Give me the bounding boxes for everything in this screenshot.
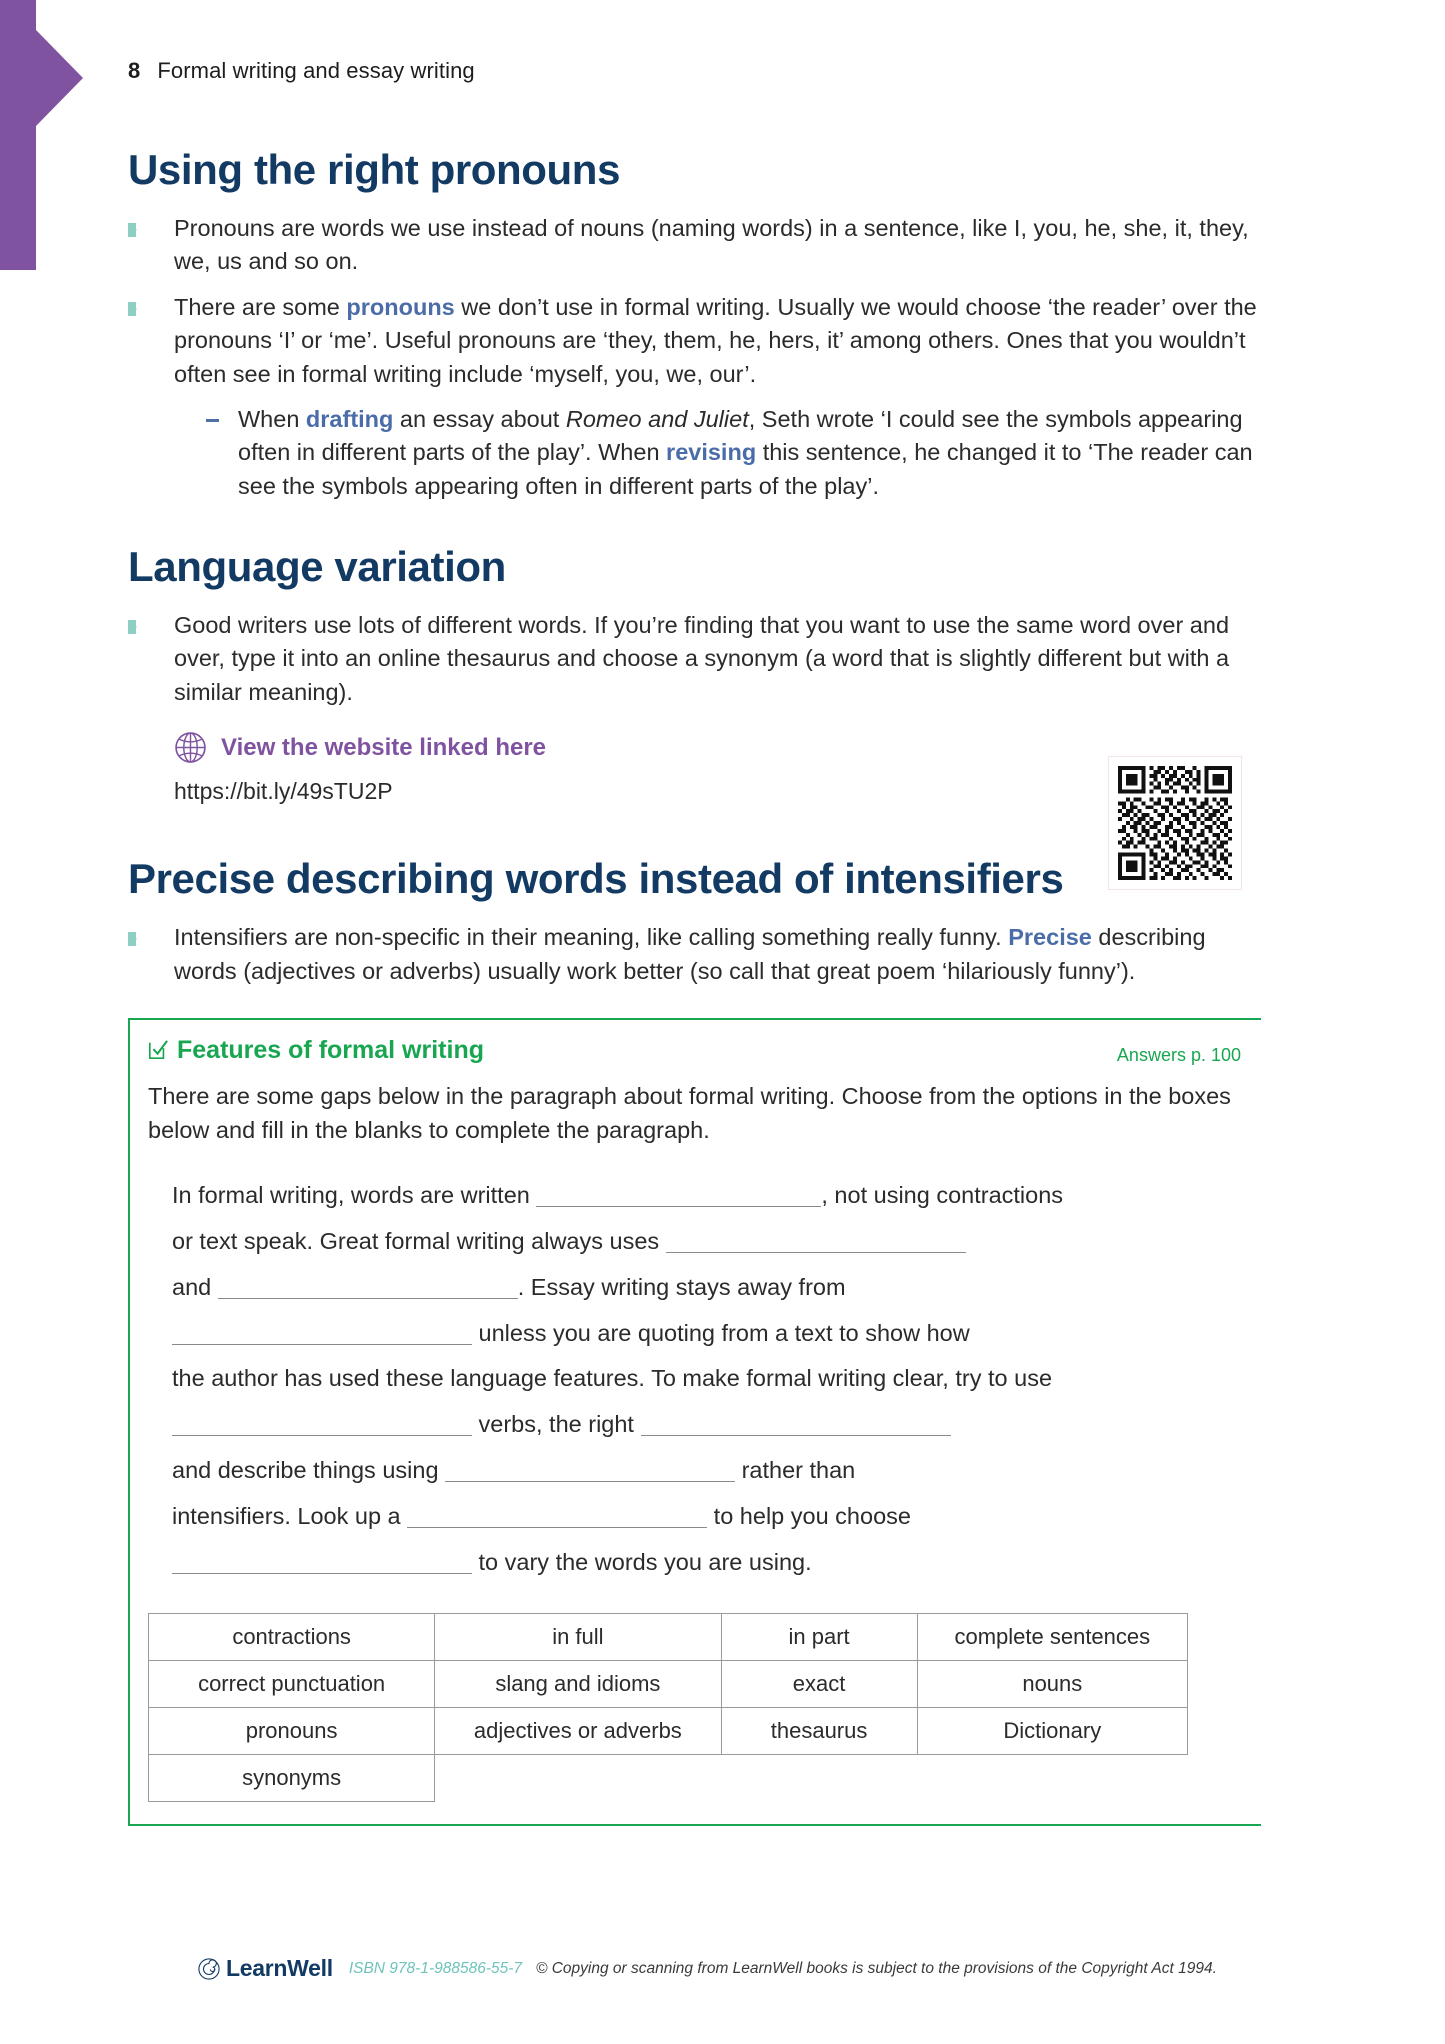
blank-field-3[interactable] [218, 1277, 518, 1299]
word-option[interactable]: adjectives or adverbs [435, 1708, 721, 1755]
bullet-text: Intensifiers are non-specific in their meaning, like calling something really funny. Precise describing words (adjectives or adverbs) usually work better (so call that great poem ‘hilariously funny’). [174, 924, 1206, 984]
cloze-text: verbs, the right [478, 1411, 634, 1438]
bullet-arrow-tip-icon [128, 620, 137, 634]
blank-field-7[interactable] [445, 1460, 735, 1482]
word-bank-table [148, 1613, 1188, 1802]
bullet-item [128, 212, 1263, 279]
blank-field-5[interactable] [172, 1414, 472, 1436]
section-heading-pronouns: Using the right pronouns [128, 146, 621, 193]
chapter-title: Formal writing and essay writing [157, 58, 475, 83]
website-url[interactable]: https://bit.ly/49sTU2P [174, 778, 393, 805]
cloze-text: the author has used these language features. To make formal writing clear, try to use [172, 1365, 1053, 1392]
empty-cell [435, 1755, 721, 1802]
bullet-arrow-tip-icon [128, 302, 137, 316]
empty-cell [917, 1755, 1187, 1802]
globe-icon [174, 731, 207, 764]
section-heading-precise-words: Precise describing words instead of intensifiers [128, 855, 1064, 903]
activity-box [128, 1018, 1263, 1827]
blank-field-4[interactable] [172, 1323, 472, 1345]
word-option[interactable]: in full [435, 1614, 721, 1661]
word-option[interactable]: complete sentences [917, 1614, 1187, 1661]
activity-title-group [148, 1036, 484, 1065]
cloze-text: In formal writing, words are written [172, 1182, 530, 1209]
table-row [149, 1708, 1188, 1755]
keyword-precise: Precise [1008, 924, 1092, 951]
learnwell-spiral-icon [198, 1958, 220, 1980]
checkbox-tick-icon [148, 1039, 168, 1061]
keyword-drafting: drafting [305, 405, 394, 432]
word-option[interactable]: exact [721, 1661, 917, 1708]
dash-icon [206, 419, 219, 422]
table-row [149, 1614, 1188, 1661]
website-link[interactable] [174, 731, 1263, 764]
keyword-revising: revising [666, 439, 757, 466]
word-option[interactable]: thesaurus [721, 1708, 917, 1755]
bullet-text: Pronouns are words we use instead of nouns (naming words) in a sentence, like I, you, he, she, it, they, we, us and so on. [174, 215, 1249, 275]
blank-field-9[interactable] [172, 1552, 472, 1574]
chapter-number: 8 [128, 58, 141, 83]
word-option[interactable]: in part [721, 1614, 917, 1661]
cloze-text: and [172, 1273, 212, 1300]
bullet-arrow-tip-icon [128, 932, 137, 946]
page-content [128, 148, 1263, 1826]
sub-bullet-text: When drafting an essay about Romeo and Juliet, Seth wrote ‘I could see the symbols appearing often in different parts of the play’. When revising this sentence, he changed it to ‘The reader can see the symbols appearing often in different parts of the play’. [238, 405, 1253, 499]
isbn-text: ISBN 978-1-988586-55-7 [348, 1959, 523, 1977]
word-option[interactable]: slang and idioms [435, 1661, 721, 1708]
brand-name: LearnWell [226, 1955, 333, 1981]
word-option[interactable]: nouns [917, 1661, 1187, 1708]
bullet-item [128, 921, 1263, 988]
activity-instructions: There are some gaps below in the paragraph about formal writing. Choose from the options in the boxes below and fill in the blanks to complete the paragraph. [148, 1083, 1231, 1143]
cloze-text: and describe things using [172, 1457, 439, 1484]
word-option[interactable]: synonyms [149, 1755, 435, 1802]
play-title: Romeo and Juliet [565, 405, 749, 432]
blank-field-2[interactable] [666, 1231, 966, 1253]
page-footer [198, 1955, 1217, 1982]
answers-reference: Answers p. 100 [1116, 1045, 1241, 1066]
cloze-paragraph [130, 1147, 1263, 1585]
bullet-item [128, 291, 1263, 503]
cloze-text: . Essay writing stays away from [517, 1273, 846, 1300]
chapter-tab-fill [0, 30, 36, 126]
word-option[interactable]: pronouns [149, 1708, 435, 1755]
cloze-text: , not using contractions [821, 1182, 1064, 1209]
bullet-list-pronouns [128, 212, 1263, 503]
word-option[interactable]: contractions [149, 1614, 435, 1661]
sub-bullet-list [202, 403, 1263, 503]
cloze-text: to help you choose [713, 1502, 911, 1529]
sub-bullet-item [202, 403, 1263, 503]
bullet-text: There are some pronouns we don’t use in formal writing. Usually we would choose ‘the reader’ over the pronouns ‘I’ or ‘me’. Useful pronouns are ‘they, them, he, hers, it’ among others. Ones that you wouldn’t often see in formal writing include ‘myself, you, we, our’. [174, 293, 1257, 387]
blank-field-8[interactable] [407, 1506, 707, 1528]
table-row [149, 1755, 1188, 1802]
running-head [128, 58, 475, 84]
section-heading-language-variation: Language variation [128, 542, 506, 590]
qr-code-box[interactable] [1108, 756, 1242, 890]
blank-field-1[interactable] [536, 1185, 821, 1207]
cloze-text: intensifiers. Look up a [172, 1502, 401, 1529]
word-option[interactable]: Dictionary [917, 1708, 1187, 1755]
bullet-list-intensifiers [128, 921, 1263, 988]
word-option[interactable]: correct punctuation [149, 1661, 435, 1708]
bullet-arrow-tip-icon [128, 223, 137, 237]
blank-field-6[interactable] [641, 1414, 951, 1436]
cloze-text: rather than [741, 1457, 856, 1484]
qr-code [1118, 766, 1232, 880]
activity-title: Features of formal writing [177, 1035, 484, 1064]
chapter-tab-arrow-icon [36, 30, 83, 126]
bullet-list-language-variation [128, 609, 1263, 709]
bullet-item [128, 609, 1263, 709]
website-link-label: View the website linked here [221, 733, 547, 761]
cloze-text: or text speak. Great formal writing always uses [172, 1227, 660, 1254]
table-row [149, 1661, 1188, 1708]
copyright-text: © Copying or scanning from LearnWell books is subject to the provisions of the Copyright Act 1994. [536, 1959, 1217, 1977]
bullet-text: Good writers use lots of different words. If you’re finding that you want to use the same word over and over, type it into an online thesaurus and choose a synonym (a word that is slightly different but with a similar meaning). [174, 612, 1230, 705]
keyword-pronouns: pronouns [346, 293, 455, 320]
empty-cell [721, 1755, 917, 1802]
cloze-text: unless you are quoting from a text to show how [478, 1319, 970, 1346]
cloze-text: to vary the words you are using. [478, 1548, 812, 1575]
activity-header [130, 1020, 1263, 1067]
